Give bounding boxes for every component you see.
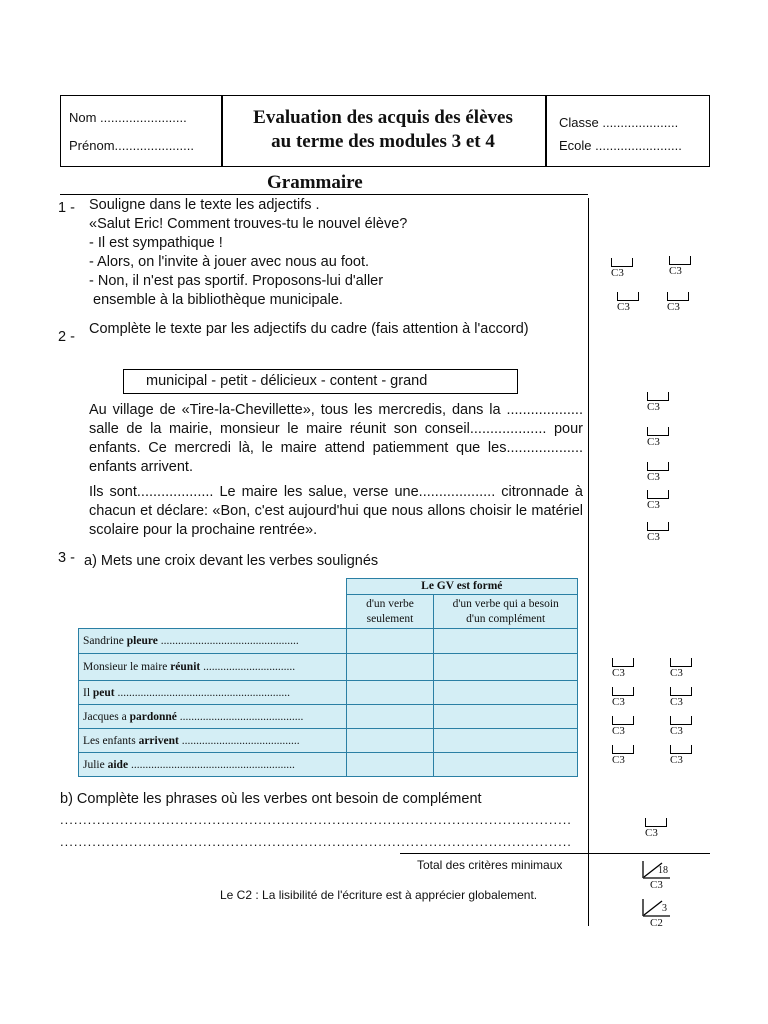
score-mark: C3 bbox=[647, 522, 727, 543]
row-sentence: Julie aide ......................................................... bbox=[79, 753, 347, 777]
cross-cell[interactable] bbox=[346, 729, 434, 753]
score-mark: C3 bbox=[647, 392, 727, 413]
score-mark: C3 bbox=[670, 658, 750, 679]
table-row bbox=[79, 681, 578, 705]
score-mark: C3 bbox=[670, 745, 750, 766]
c2-score-mark bbox=[642, 898, 682, 932]
cross-cell[interactable] bbox=[434, 729, 578, 753]
section-title: Grammaire bbox=[267, 172, 363, 193]
row-sentence: Sandrine pleure ................................................ bbox=[79, 629, 347, 654]
q1-instruction: Souligne dans le texte les adjectifs . bbox=[89, 197, 320, 213]
score-mark: C3 bbox=[647, 427, 727, 448]
table-row bbox=[79, 753, 578, 777]
adjective-box: municipal - petit - délicieux - content - grand bbox=[123, 369, 518, 394]
cross-cell[interactable] bbox=[346, 753, 434, 777]
row-sentence: Monsieur le maire réunit ................................ bbox=[79, 654, 347, 681]
table-row bbox=[79, 705, 578, 729]
c2-note: Le C2 : La lisibilité de l'écriture est à apprécier globalement. bbox=[220, 888, 538, 902]
cross-cell[interactable] bbox=[434, 753, 578, 777]
q1-line: - Non, il n'est pas sportif. Proposons-lui d'aller bbox=[89, 273, 384, 289]
score-mark: C3 bbox=[612, 745, 692, 766]
fraction-slash-icon bbox=[642, 898, 672, 918]
row-sentence: Les enfants arrivent ......................................... bbox=[79, 729, 347, 753]
prenom-field[interactable]: Prénom...................... bbox=[69, 138, 194, 153]
q2-paragraph-1: Au village de «Tire-la-Chevillette», tous les mercredis, dans la ................... salle de la mairie, monsieur le maire réunit son conseil................... pour enfants. Ce mercredi là, le maire attend patiemment que les................... enfants arrivent. bbox=[89, 402, 583, 475]
margin-rule bbox=[588, 198, 589, 926]
verb-table bbox=[78, 578, 578, 777]
score-mark: C3 bbox=[611, 258, 691, 279]
footer-rule bbox=[400, 853, 710, 854]
score-mark: C3 bbox=[612, 687, 692, 708]
table-row bbox=[79, 629, 578, 654]
score-mark: C3 bbox=[645, 818, 725, 839]
cross-cell[interactable] bbox=[346, 654, 434, 681]
total-criterion: C3 bbox=[650, 879, 663, 891]
cross-cell[interactable] bbox=[434, 681, 578, 705]
row-sentence: Il peut ............................................................ bbox=[79, 681, 347, 705]
score-mark: C3 bbox=[669, 256, 749, 277]
table-col-header: d'un verbe seulement bbox=[346, 595, 434, 629]
q1-number: 1 - bbox=[58, 200, 75, 216]
total-criteria-label: Total des critères minimaux bbox=[417, 858, 563, 872]
cross-cell[interactable] bbox=[346, 705, 434, 729]
header-divider bbox=[545, 96, 547, 166]
score-mark: C3 bbox=[647, 490, 727, 511]
q1-block bbox=[89, 196, 579, 310]
table-row bbox=[79, 729, 578, 753]
score-mark: C3 bbox=[670, 687, 750, 708]
c2-max: 3 bbox=[662, 903, 667, 914]
score-mark: C3 bbox=[612, 658, 692, 679]
nom-field[interactable]: Nom ........................ bbox=[69, 110, 187, 125]
cross-cell[interactable] bbox=[434, 705, 578, 729]
ecole-field[interactable]: Ecole ........................ bbox=[559, 138, 682, 153]
q1-line: «Salut Eric! Comment trouves-tu le nouvel élève? bbox=[89, 216, 408, 232]
classe-field[interactable]: Classe ..................... bbox=[559, 115, 679, 130]
answer-line[interactable]: ............................................................................................................... bbox=[60, 812, 572, 827]
q3-instruction-b: b) Complète les phrases où les verbes ont besoin de complément bbox=[60, 791, 482, 807]
q1-line: ensemble à la bibliothèque municipale. bbox=[89, 292, 343, 308]
row-sentence: Jacques a pardonné ........................................... bbox=[79, 705, 347, 729]
answer-line[interactable]: ............................................................................................................... bbox=[60, 834, 572, 849]
title-line-1: Evaluation des acquis des élèves bbox=[253, 107, 513, 128]
cross-cell[interactable] bbox=[346, 681, 434, 705]
header-box bbox=[60, 95, 710, 167]
score-mark: C3 bbox=[617, 292, 697, 313]
total-max: 18 bbox=[658, 865, 668, 876]
table-group-header: Le GV est formé bbox=[346, 579, 577, 595]
q3-number: 3 - bbox=[58, 550, 75, 566]
cross-cell[interactable] bbox=[346, 629, 434, 654]
cross-cell[interactable] bbox=[434, 629, 578, 654]
q1-line: - Alors, on l'invite à jouer avec nous au foot. bbox=[89, 254, 370, 270]
title-line-2: au terme des modules 3 et 4 bbox=[271, 131, 495, 152]
q2-instruction: Complète le texte par les adjectifs du cadre (fais attention à l'accord) bbox=[89, 321, 529, 337]
page-title bbox=[221, 106, 545, 154]
score-mark: C3 bbox=[612, 716, 692, 737]
table-col-header: d'un verbe qui a besoin d'un complément bbox=[434, 595, 578, 629]
title-rule bbox=[60, 194, 588, 195]
total-score-mark bbox=[642, 860, 682, 894]
score-mark: C3 bbox=[667, 292, 747, 313]
q1-line: - Il est sympathique ! bbox=[89, 235, 223, 251]
c2-criterion: C2 bbox=[650, 917, 663, 929]
table-row bbox=[79, 654, 578, 681]
q2-number: 2 - bbox=[58, 329, 75, 345]
q3-instruction-a: a) Mets une croix devant les verbes soulignés bbox=[84, 553, 379, 569]
q2-paragraph-2: Ils sont................... Le maire les salue, verse une................... citronnade à chacun et déclare: «Bon, c'est aujourd'hui que nous allons choisir le matériel scolaire pour la prochaine rentrée». bbox=[89, 484, 583, 538]
score-mark: C3 bbox=[647, 462, 727, 483]
cross-cell[interactable] bbox=[434, 654, 578, 681]
score-mark: C3 bbox=[670, 716, 750, 737]
